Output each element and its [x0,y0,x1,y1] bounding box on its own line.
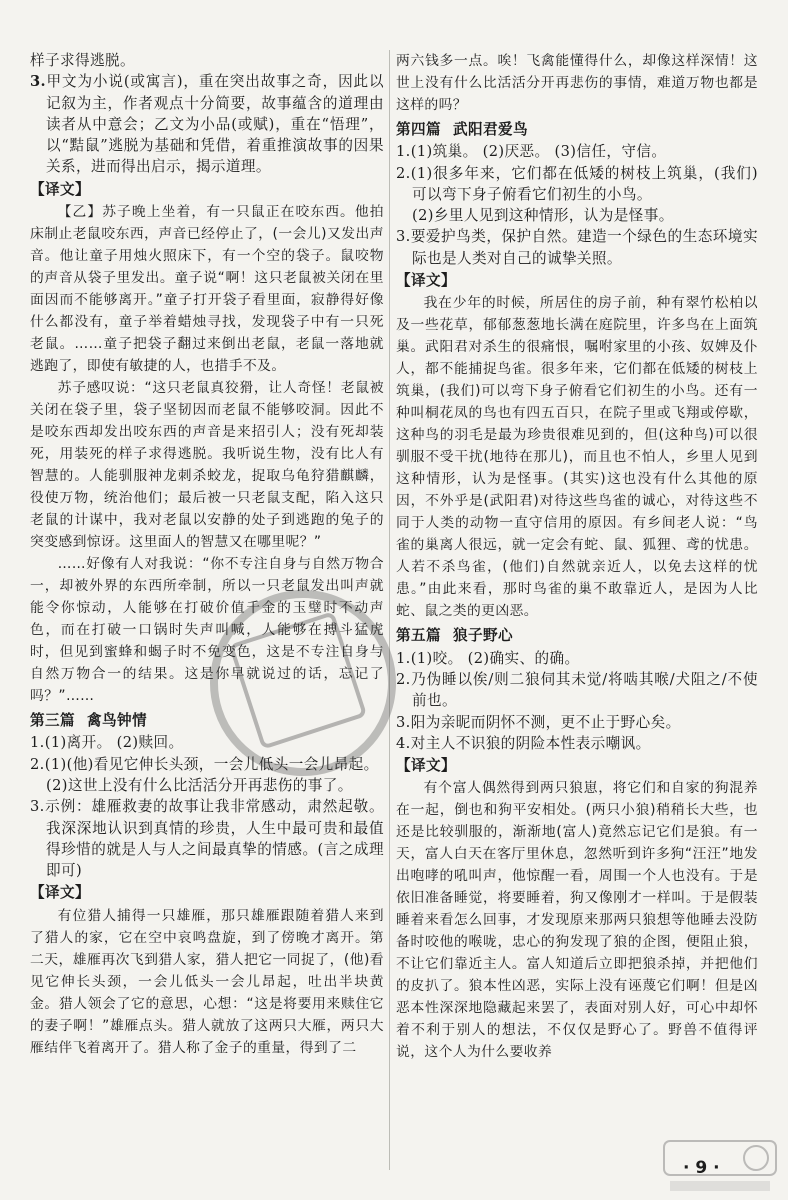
section-heading-5 [396,625,758,646]
answer-item-1: 1.(1)筑巢。 (2)厌恶。 (3)信任，守信。 [396,143,667,161]
translation-paragraph: 苏子感叹说：“这只老鼠真狡猾，让人奇怪！老鼠被关闭在袋子里，袋子坚韧因而老鼠不能够咬洞。因此不是咬东西却发出咬东西的声音是来招引人；没有死却装死，用装死的样子求得逃脱。我听说生物，没有比人有智慧的。人能驯服神龙刺杀蛟龙，捉取乌龟狩猎麒麟，役使万物，统治他们；最后被一只老鼠支配，陷入这只老鼠的计谋中，我对老鼠以安静的处子到逃跑的兔子的突变感到惊讶。这里面人的智慧又在哪里呢？” [30,380,384,551]
answer-sub-item: (2)乡里人见到这种情形，认为是怪事。 [412,207,674,225]
translation-tag: 【译文】 [30,180,90,198]
answer-item-3 [30,71,384,177]
answer-item-1: 1.(1)咬。 (2)确实、的确。 [396,649,580,667]
translation-paragraph: 【乙】苏子晚上坐着，有一只鼠正在咬东西。他拍床制止老鼠咬东西，声音已经停止了，(一会儿)又发出声音。他让童子用烛火照床下，有一个空的袋子。鼠咬物的声音从袋子里发出。童子说“啊！这只老鼠被关闭在里面因而不能够离开。”童子打开袋子看里面，寂静得好像什么都没有，童子举着蜡烛寻找，发现袋子中有一只死老鼠。……童子把袋子翻过来倒出老鼠，老鼠一落地就逃跑了，即使有敏捷的人，也措手不及。 [30,204,384,375]
answer-item-2: 2.(1)很多年来，它们都在低矮的树枝上筑巢，(我们)可以弯下身子俯看它们初生的小鸟。 [396,164,758,203]
item-number: 3. [30,73,47,91]
answer-item-3: 3.要爱护鸟类，保护自然。建造一个绿色的生态环境实际也是人类对自己的诚挚关照。 [396,228,758,267]
stamp-inner-square [229,611,368,750]
section-title: 武阳君爱鸟 [452,121,528,138]
translation-tag: 【译文】 [30,884,90,902]
answer-item-4: 4.对主人不识狼的阴险本性表示嘲讽。 [396,734,651,752]
item-text: 甲文为小说(或寓言)，重在突出故事之奇，因此以记叙为主，作者观点十分简要，故事蕴含的道理由读者从中意会；乙文为小品(或赋)，重在“悟理”，以“黠鼠”逃脱为基础和凭借，着重推演故事的因果关系，进而得出启示，揭示道理。 [46,73,384,176]
answer-sub-item: (2)这世上没有什么比活活分开再悲伤的事了。 [46,776,353,794]
right-column [396,50,758,1063]
answer-item-2: 2.(1)(他)看见它伸长头颈，一会儿低头一会儿昂起。 [30,755,379,773]
translation-paragraph: ……好像有人对我说：“你不专注自身与自然万物合一，却被外界的东西所牵制，所以一只老鼠发出叫声就能令你惊动，人能够在打破价值千金的玉璧时不动声色，而在打破一口锅时失声叫喊，人能够在搏斗猛虎时，但见到蜜蜂和蝎子时不免变色，这是不专注自身与自然万物合一的结果。这是你早就说过的话，忘记了吗？”…… [30,556,384,705]
translation-paragraph: 有个富人偶然得到两只狼崽，将它们和自家的狗混养在一起，倒也和狗平安相处。(两只小狼)稍稍长大些，也还是比较驯服的，渐渐地(富人)竟然忘记它们是狼。有一天，富人白天在客厅里休息，忽然听到许多狗“汪汪”地发出咆哮的吼叫声，他惊醒一看，周围一个人也没有。于是依旧准备睡觉，将要睡着，狗又像刚才一样叫。于是假装睡着来看怎么回事，才发现原来那两只狼想等他睡去没防备时咬他的喉咙，忠心的狗发现了狼的企图，便阻止狼，不让它们靠近主人。富人知道后立即把狼杀掉，并把他们的皮扒了。狼本性凶恶，实际上没有诬蔑它们啊！但是凶恶本性深深地隐藏起来罢了，表面对别人好，可心中却怀着不利于别人的想法，不仅仅是野心了。野兽不值得评说，这个人为什么要收养 [396,780,758,1061]
section-title: 狼子野心 [452,627,513,645]
answer-item-1: 1.(1)离开。 (2)赎回。 [30,734,184,752]
section-title: 禽鸟钟情 [86,712,147,730]
answer-item-3: 3.阳为亲昵而阴怀不测，更不止于野心矣。 [396,713,681,731]
section-heading-4 [396,119,758,140]
section-number: 第四篇 [396,121,441,138]
translation-paragraph: 有位猎人捕得一只雄雁，那只雄雁跟随着猎人来到了猎人的家，它在空中哀鸣盘旋，到了傍晚才离开。第二天，雄雁再次飞到猎人家，猎人把它一同捉了，(他)看见它伸长头颈，一会儿低头一会儿昂起，吐出半块黄金。猎人领会了它的意思，心想：“这是将要用来赎住它的妻子啊！”雄雁点头。猎人就放了这两只大雁，两只大雁结伴飞着离开了。猎人称了金子的重量，得到了二 [30,907,384,1056]
site-watermark-logo [660,1135,780,1197]
section-number: 第三篇 [30,712,75,730]
page-number: · 9 · [683,1158,720,1178]
translation-paragraph: 我在少年的时候，所居住的房子前，种有翠竹松柏以及一些花草，郁郁葱葱地长满在庭院里，许多鸟在上面筑巢。武阳君对杀生的很痛恨，嘱咐家里的小孩、奴婢及仆人，都不能捕捉鸟雀。很多年来，它们都在低矮的树枝上筑巢，(我们)可以弯下身子俯看它们初生的小鸟。还有一种叫桐花凤的鸟也有四五百只，在院子里或飞翔或停歇，这种鸟的羽毛是最为珍贵很难见到的，但(这种鸟)可以很驯服不受干扰(地待在那儿)，而且也不怕人，乡里人见到这种情形，认为是怪事。(其实)这也没有什么其他的原因，不外乎是(武阳君)对待这些鸟雀的诚心，对待这些不同于人类的动物一直守信用的原因。有乡间老人说：“鸟雀的巢离人很远，就一定会有蛇、鼠、狐狸、鸢的忧患。人若不杀鸟雀，(他们)自然就亲近人，以免去这样的忧患。”由此来看，那时鸟雀的巢不敢靠近人，是因为人比蛇、鼠之类的更凶恶。 [396,295,758,620]
translation-tag: 【译文】 [396,272,456,290]
answer-item-2: 2.乃伪睡以俟/则二狼伺其未觉/将啮其喉/犬阻之/不使前也。 [396,670,758,710]
column-divider [389,50,390,1170]
continued-paragraph: 两六钱多一点。唉！飞禽能懂得什么，却像这样深情！这世上没有什么比活活分开再悲伤的事情，难道万物也都是这样的吗？ [396,53,758,113]
answer-item-3: 3.示例：雄雁救妻的故事让我非常感动，肃然起敬。我深深地认识到真情的珍贵，人生中最可贵和最值得珍惜的就是人与人之间最真挚的情感。(言之成理即可) [30,798,384,880]
translation-tag: 【译文】 [396,757,456,775]
continued-line: 样子求得逃脱。 [30,52,135,69]
left-column [30,50,384,1059]
section-number: 第五篇 [396,627,441,645]
